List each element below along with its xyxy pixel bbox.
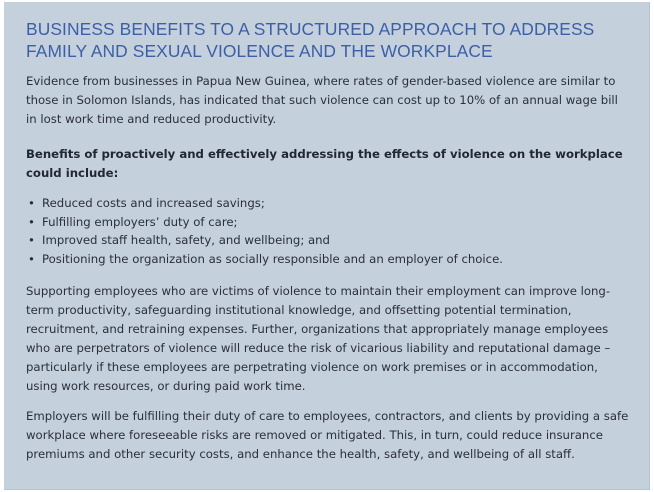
panel-title: BUSINESS BENEFITS TO A STRUCTURED APPROACH TO ADDRESS FAMILY AND SEXUAL VIOLENCE AND THE WORKPLACE — [26, 19, 595, 61]
bullet-icon: • — [28, 233, 35, 247]
list-item — [26, 194, 503, 213]
list-item-text: Positioning the organization as socially responsible and an employer of choice. — [42, 251, 504, 266]
bullet-icon: • — [28, 251, 35, 266]
list-item — [26, 213, 503, 232]
list-item-text: Improved staff health, safety, and wellbeing; and — [42, 233, 330, 247]
list-item — [26, 250, 503, 269]
bullet-icon: • — [28, 214, 35, 229]
duty-of-care-paragraph: Employers will be fulfilling their duty of care to employees, contractors, and clients by providing a safe workplace where foreseeable risks are removed or mitigated. This, in turn, could reduce insurance premiums and other security costs, and enhance the health, safety, and wellbeing of all staff. — [26, 409, 629, 461]
list-item-text: Reduced costs and increased savings; — [42, 196, 265, 210]
benefits-list — [26, 194, 503, 268]
list-item-text: Fulfilling employers’ duty of care; — [42, 214, 238, 229]
intro-paragraph: Evidence from businesses in Papua New Guinea, where rates of gender-based violence are similar to those in Solomon Islands, has indicated that such violence can cost up to 10% of an annual wage bill in lost work time and reduced productivity. — [26, 74, 618, 126]
benefits-lead-in: Benefits of proactively and effectively addressing the effects of violence on the workplace could include: — [26, 147, 623, 180]
bullet-icon: • — [28, 196, 35, 210]
support-paragraph: Supporting employees who are victims of violence to maintain their employment can improve long-term productivity, safeguarding institutional knowledge, and offsetting potential termination, recruitment, and retraining expenses. Further, organizations that appropriately manage employees who are perpetrators of violence will reduce the risk of vicarious liability and reputational damage – particularly if these employees are perpetrating violence on work premises or in accommodation, using work resources, or during paid work time. — [26, 284, 611, 393]
info-panel — [4, 2, 650, 490]
list-item — [26, 231, 503, 250]
